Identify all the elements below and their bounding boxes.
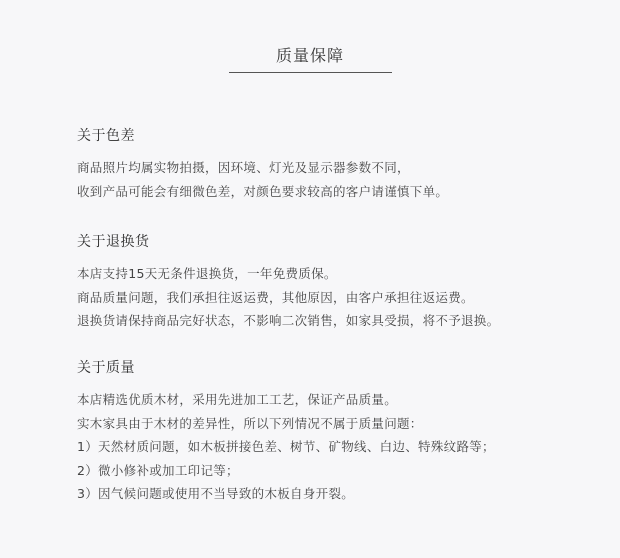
section-line: 退换货请保持商品完好状态，不影响二次销售，如家具受损，将不予退换。 — [77, 313, 500, 328]
section-line: 本店支持15天无条件退换货，一年免费质保。 — [77, 266, 337, 281]
title-divider — [229, 72, 392, 73]
section-color-difference — [77, 126, 597, 203]
section-returns — [77, 232, 597, 333]
section-line: 商品照片均属实物拍摄，因环境、灯光及显示器参数不同， — [77, 160, 410, 175]
section-heading: 关于退换货 — [77, 234, 150, 250]
section-line: 本店精选优质木材，采用先进加工工艺，保证产品质量。 — [77, 392, 398, 407]
section-line: 1）天然材质问题，如木板拼接色差、树节、矿物线、白边、特殊纹路等； — [77, 439, 495, 454]
section-line: 实木家具由于木材的差异性，所以下列情况不属于质量问题： — [77, 415, 423, 431]
section-line: 商品质量问题，我们承担往返运费，其他原因，由客户承担往返运费。 — [77, 289, 474, 305]
section-heading: 关于色差 — [77, 128, 135, 144]
section-line: 2）微小修补或加工印记等； — [77, 462, 239, 478]
section-heading: 关于质量 — [77, 360, 135, 376]
section-quality — [77, 358, 597, 506]
section-line: 收到产品可能会有细微色差，对颜色要求较高的客户请谨慎下单。 — [77, 183, 449, 199]
page-title-wrap — [0, 44, 620, 68]
section-line: 3）因气候问题或使用不当导致的木板自身开裂。 — [77, 486, 355, 501]
page-title: 质量保障 — [275, 46, 344, 65]
